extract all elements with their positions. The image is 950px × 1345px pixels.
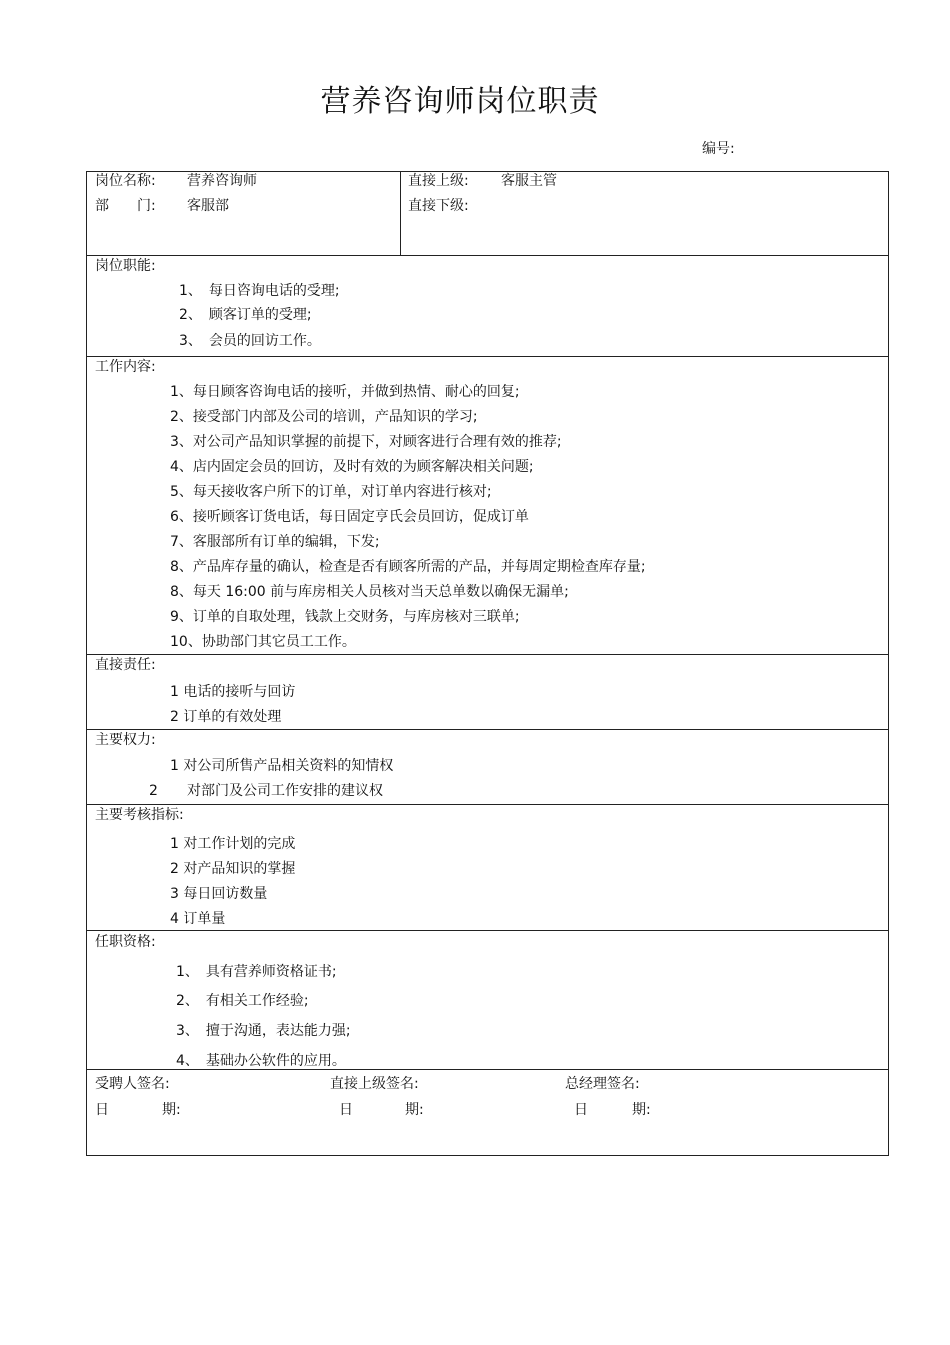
work-content-item: 4、店内固定会员的回访，及时有效的为顾客解决相关问题; xyxy=(170,459,534,475)
kpi-heading: 主要考核指标: xyxy=(95,807,184,823)
work-content-item: 1、每日顾客咨询电话的接听，并做到热情、耐心的回复; xyxy=(170,384,520,400)
section-divider xyxy=(87,654,888,655)
header-divider xyxy=(400,172,401,255)
responsibility-heading: 直接责任: xyxy=(95,657,156,673)
authority-item: 1 对公司所售产品相关资料的知情权 xyxy=(170,758,394,774)
department-label: 部 门: xyxy=(95,198,156,214)
kpi-item: 2 对产品知识的掌握 xyxy=(170,861,296,877)
qualification-item: 1、 具有营养师资格证书; xyxy=(176,964,337,980)
authority-item-number: 2 xyxy=(149,783,158,799)
authority-item: 对部门及公司工作安排的建议权 xyxy=(187,783,383,799)
work-content-item: 3、对公司产品知识掌握的前提下，对顾客进行合理有效的推荐; xyxy=(170,434,562,450)
employee-date-label-2: 期: xyxy=(162,1102,181,1118)
qualification-heading: 任职资格: xyxy=(95,934,156,950)
section-divider xyxy=(87,356,888,357)
kpi-item: 4 订单量 xyxy=(170,911,226,927)
direct-superior-label: 直接上级: xyxy=(408,173,469,189)
work-content-item: 2、接受部门内部及公司的培训，产品知识的学习; xyxy=(170,409,478,425)
work-content-heading: 工作内容: xyxy=(95,359,156,375)
functions-item: 2、 顾客订单的受理; xyxy=(179,307,312,323)
job-description-table xyxy=(86,171,889,1156)
qualification-item: 4、 基础办公软件的应用。 xyxy=(176,1053,346,1069)
position-name-value: 营养咨询师 xyxy=(187,173,257,189)
section-divider xyxy=(87,804,888,805)
qualification-item: 2、 有相关工作经验; xyxy=(176,993,309,1009)
work-content-item: 9、订单的自取处理，钱款上交财务，与库房核对三联单; xyxy=(170,609,520,625)
department-value: 客服部 xyxy=(187,198,229,214)
work-content-item: 6、接听顾客订货电话，每日固定亨氏会员回访，促成订单 xyxy=(170,509,529,525)
work-content-item: 8、每天 16:00 前与库房相关人员核对当天总单数以确保无漏单; xyxy=(170,584,569,600)
section-divider xyxy=(87,930,888,931)
functions-heading: 岗位职能: xyxy=(95,258,156,274)
section-divider xyxy=(87,729,888,730)
position-name-label: 岗位名称: xyxy=(95,173,156,189)
superior-date-label-2: 期: xyxy=(405,1102,424,1118)
gm-date-label-1: 日 xyxy=(574,1102,588,1118)
direct-superior-value: 客服主管 xyxy=(501,173,557,189)
gm-date-label-2: 期: xyxy=(632,1102,651,1118)
work-content-item: 5、每天接收客户所下的订单，对订单内容进行核对; xyxy=(170,484,492,500)
functions-item: 1、 每日咨询电话的受理; xyxy=(179,283,340,299)
work-content-item: 8、产品库存量的确认，检查是否有顾客所需的产品，并每周定期检查库存量; xyxy=(170,559,646,575)
responsibility-item: 2 订单的有效处理 xyxy=(170,709,282,725)
gm-signature-label: 总经理签名: xyxy=(565,1076,640,1092)
functions-item: 3、 会员的回访工作。 xyxy=(179,333,321,349)
responsibility-item: 1 电话的接听与回访 xyxy=(170,684,296,700)
authority-heading: 主要权力: xyxy=(95,732,156,748)
section-divider xyxy=(87,255,888,256)
work-content-item: 10、协助部门其它员工工作。 xyxy=(170,634,356,650)
qualification-item: 3、 擅于沟通，表达能力强; xyxy=(176,1023,351,1039)
employee-date-label-1: 日 xyxy=(95,1102,109,1118)
superior-date-label-1: 日 xyxy=(339,1102,353,1118)
superior-signature-label: 直接上级签名: xyxy=(330,1076,419,1092)
work-content-item: 7、客服部所有订单的编辑，下发; xyxy=(170,534,380,550)
document-number-label: 编号: xyxy=(702,141,735,157)
employee-signature-label: 受聘人签名: xyxy=(95,1076,170,1092)
document-title: 营养咨询师岗位职责 xyxy=(320,84,600,119)
kpi-item: 1 对工作计划的完成 xyxy=(170,836,296,852)
direct-subordinate-label: 直接下级: xyxy=(408,198,469,214)
kpi-item: 3 每日回访数量 xyxy=(170,886,268,902)
